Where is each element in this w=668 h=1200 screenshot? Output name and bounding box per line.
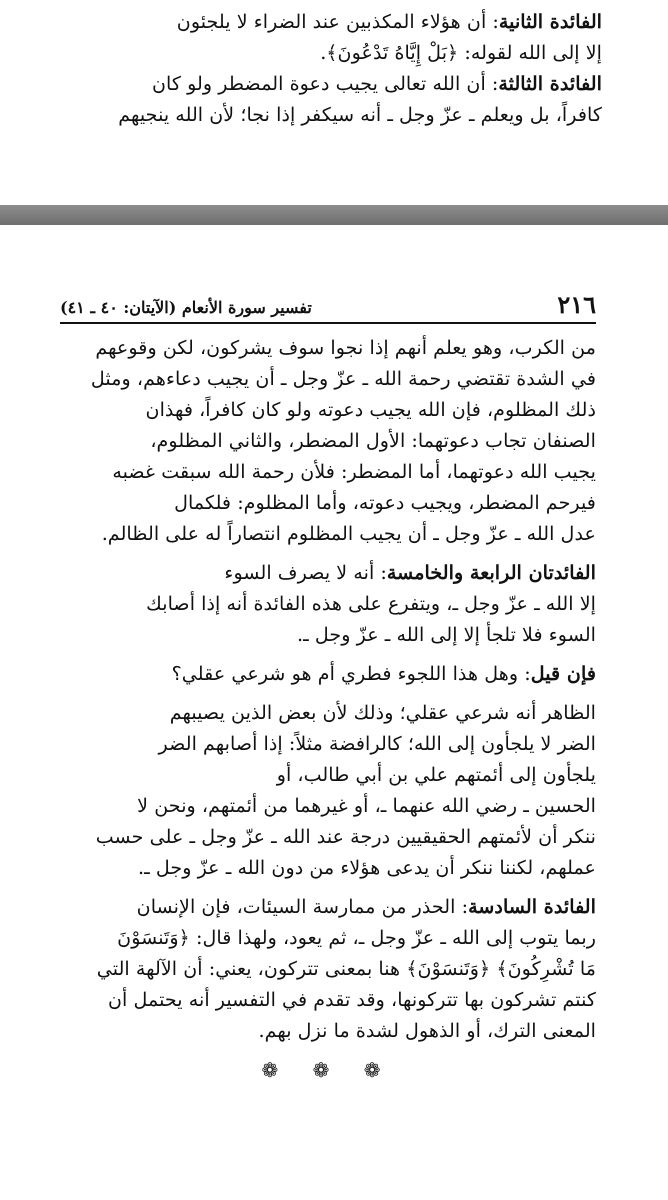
top-text-block <box>30 6 602 130</box>
line-text: إلا إلى الله لقوله: ﴿بَلْ إِيَّاهُ تَدْعُونَ﴾. <box>320 41 602 64</box>
text-line <box>60 588 596 619</box>
text-line <box>60 658 596 689</box>
line-text: عملهم، لكننا ننكر أن يدعى هؤلاء من دون الله ـ عزّ وجل ـ. <box>138 856 596 879</box>
text-line <box>60 456 596 487</box>
top-page-fragment <box>0 0 668 195</box>
line-text: في الشدة تقتضي رحمة الله ـ عزّ وجل ـ أن يجيب دعاءهم، ومثل <box>90 367 596 390</box>
text-line <box>60 487 596 518</box>
text-line <box>60 852 596 883</box>
line-text: الظاهر أنه شرعي عقلي؛ وذلك لأن بعض الذين يصيبهم <box>169 701 596 724</box>
text-line <box>60 619 596 650</box>
line-text: يجيب الله دعوتهما، أما المضطر: فلأن رحمة الله سبقت غضبه <box>112 460 596 483</box>
text-line <box>60 425 596 456</box>
text-line <box>30 37 602 68</box>
running-head: تفسير سورة الأنعام (الآيتان: ٤٠ ـ ٤١) <box>60 298 312 317</box>
text-line <box>60 759 596 790</box>
section-label: الفائدة الثالثة <box>498 72 602 95</box>
line-text: إلا الله ـ عزّ وجل ـ، ويتفرع على هذه الفائدة أنه إذا أصابك <box>146 592 596 615</box>
line-text: : وهل هذا اللجوء فطري أم هو شرعي عقلي؟ <box>171 662 531 685</box>
text-line <box>60 394 596 425</box>
text-line <box>60 363 596 394</box>
text-line <box>60 953 596 984</box>
text-line <box>60 922 596 953</box>
section-label: فإن قيل <box>530 662 596 685</box>
body-text-block <box>60 332 596 1046</box>
line-text: مَا تُشْرِكُونَ﴾ ﴿وَتَنسَوْنَ﴾ هنا بمعنى تتركون، يعني: أن الآلهة التي <box>96 957 596 980</box>
text-line <box>60 332 596 363</box>
text-line <box>60 984 596 1015</box>
line-text: : أن هؤلاء المكذبين عند الضراء لا يلجئون <box>176 10 499 33</box>
main-page <box>0 232 668 1200</box>
line-text: الصنفان تجاب دعوتهما: الأول المضطر، والثاني المظلوم، <box>150 429 596 452</box>
line-text: كنتم تشركون بها تتركونها، وقد تقدم في التفسير أنه يحتمل أن <box>107 988 596 1011</box>
text-line <box>60 557 596 588</box>
line-text: السوء فلا تلجأ إلا إلى الله ـ عزّ وجل ـ. <box>297 623 596 646</box>
text-line <box>30 6 602 37</box>
page-divider-band <box>0 205 668 225</box>
section-label: الفائدتان الرابعة والخامسة <box>386 561 596 584</box>
section-label: الفائدة السادسة <box>468 895 596 918</box>
line-text: يلجأون إلى أئمتهم علي بن أبي طالب، أو <box>276 763 596 786</box>
line-text: الضر لا يلجأون إلى الله؛ كالرافضة مثلاً: إذا أصابهم الضر <box>158 732 596 755</box>
text-line <box>30 99 602 130</box>
text-line <box>60 1015 596 1046</box>
line-text: فيرحم المضطر، ويجيب دعوته، وأما المظلوم: فلكمال <box>174 491 596 514</box>
text-line <box>60 821 596 852</box>
text-line <box>60 728 596 759</box>
line-text: من الكرب، وهو يعلم أنهم إذا نجوا سوف يشركون، لكن وقوعهم <box>95 336 596 359</box>
text-line <box>60 891 596 922</box>
line-text: المعنى الترك، أو الذهول لشدة ما نزل بهم. <box>258 1019 596 1042</box>
line-text: ربما يتوب إلى الله ـ عزّ وجل ـ، ثم يعود، ولهذا قال: ﴿وَتَنسَوْنَ <box>117 926 596 949</box>
line-text: : أن الله تعالى يجيب دعوة المضطر ولو كان <box>151 72 499 95</box>
line-text: كافراً، بل ويعلم ـ عزّ وجل ـ أنه سيكفر إذا نجا؛ لأن الله ينجيهم <box>118 103 602 126</box>
line-text: : الحذر من ممارسة السيئات، فإن الإنسان <box>136 895 469 918</box>
text-line <box>60 518 596 549</box>
text-line <box>30 68 602 99</box>
page-number: ٢١٦ <box>557 290 596 319</box>
line-text: عدل الله ـ عزّ وجل ـ أن يجيب المظلوم انتصاراً له على الظالم. <box>101 522 596 545</box>
ornament-stars: ❁ ❁ ❁ <box>261 1058 395 1082</box>
line-text: الحسين ـ رضي الله عنهما ـ، أو غيرهما من أئمتهم، ونحن لا <box>137 794 596 817</box>
text-line <box>60 790 596 821</box>
line-text: ننكر أن لأئمتهم الحقيقيين درجة عند الله ـ عزّ وجل ـ على حسب <box>95 825 596 848</box>
line-text: : أنه لا يصرف السوء <box>224 561 387 584</box>
section-label: الفائدة الثانية <box>498 10 602 33</box>
line-text: ذلك المظلوم، فإن الله يجيب دعوته ولو كان كافراً، فهذان <box>145 398 596 421</box>
page-header <box>60 290 596 324</box>
text-line <box>60 697 596 728</box>
